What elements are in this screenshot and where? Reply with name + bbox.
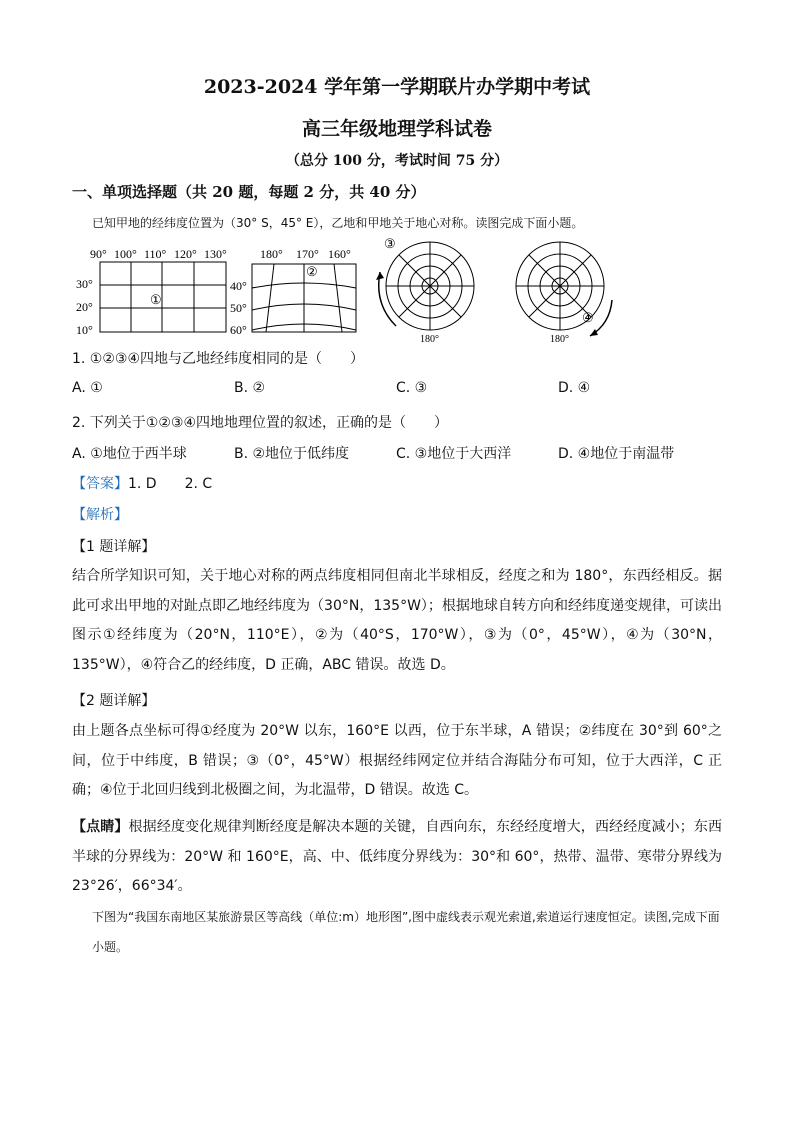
fig4-bottom-label: 180° bbox=[550, 334, 569, 344]
fig2-top-label: 170° bbox=[296, 247, 319, 261]
fig1-marker: ① bbox=[150, 292, 162, 307]
tip-block bbox=[72, 813, 722, 902]
q1-option-d: D. ④ bbox=[558, 380, 591, 396]
figure-3-polar bbox=[376, 238, 474, 344]
fig4-marker: ④ bbox=[582, 310, 594, 325]
tip-text: 根据经度变化规律判断经度是解决本题的关键，自西向东，东经经度增大，西经经度减小；东西半球的分界线为：20°W 和 160°E，高、中、低纬度分界线为：30°和 60°，热带、温带、寒带分界线为 23°26′，66°34′。 bbox=[72, 819, 723, 894]
fig1-left-label: 30° bbox=[76, 277, 93, 291]
fig3-bottom-label: 180° bbox=[420, 334, 439, 344]
fig2-left-label: 50° bbox=[230, 301, 247, 315]
answer-tag: 【答案】 bbox=[72, 476, 128, 492]
fig2-top-label: 160° bbox=[328, 247, 351, 261]
q2-stem: 2. 下列关于①②③④四地地理位置的叙述，正确的是（ ） bbox=[72, 415, 449, 431]
analysis-tag: 【解析】 bbox=[72, 507, 128, 523]
q2-option-b: B. ②地位于低纬度 bbox=[234, 446, 350, 462]
section-heading: 一、单项选择题（共 20 题，每题 2 分，共 40 分） bbox=[72, 183, 426, 201]
fig1-top-label: 110° bbox=[144, 247, 167, 261]
answer-text: 1. D 2. C bbox=[128, 476, 213, 492]
fig1-top-label: 120° bbox=[174, 247, 197, 261]
figure-4-polar bbox=[516, 242, 612, 344]
question-intro: 已知甲地的经纬度位置为（30° S，45° E），乙地和甲地关于地心对称。读图完成下面小题。 bbox=[92, 216, 584, 230]
fig1-left-label: 20° bbox=[76, 300, 93, 314]
q2-option-a: A. ①地位于西半球 bbox=[72, 446, 187, 462]
fig1-top-label: 130° bbox=[204, 247, 227, 261]
fig3-marker: ③ bbox=[384, 238, 396, 251]
q1-option-c: C. ③ bbox=[396, 380, 428, 396]
q2-option-c: C. ③地位于大西洋 bbox=[396, 446, 512, 462]
fig2-left-label: 60° bbox=[230, 323, 247, 337]
fig1-top-label: 90° bbox=[90, 247, 107, 261]
exam-title: 2023-2024 学年第一学期联片办学期中考试 bbox=[203, 76, 591, 98]
q1-stem: 1. ①②③④四地与乙地经纬度相同的是（ ） bbox=[72, 351, 365, 367]
figures bbox=[70, 238, 630, 344]
figure-1-grid bbox=[76, 247, 227, 337]
exam-info: （总分 100 分，考试时间 75 分） bbox=[285, 153, 509, 169]
tip-tag: 【点睛】 bbox=[72, 819, 129, 835]
exam-subtitle: 高三年级地理学科试卷 bbox=[301, 118, 492, 140]
q1-option-b: B. ② bbox=[234, 380, 266, 396]
fig1-top-label: 100° bbox=[114, 247, 137, 261]
next-question-intro: 下图为“我国东南地区某旅游景区等高线（单位:m）地形图”,图中虚线表示观光索道,索道运行速度恒定。读图,完成下面小题。 bbox=[92, 910, 720, 954]
detail2-text: 由上题各点坐标可得①经度为 20°W 以东，160°E 以西，位于东半球，A 错误；②纬度在 30°到 60°之间，位于中纬度，B 错误；③（0°，45°W）根据经纬网定位并结合海陆分布可知，位于大西洋，C 正确；④位于北回归线到北极圈之间，为北温带，D 错误。故选 C。 bbox=[72, 723, 722, 798]
fig2-left-label: 40° bbox=[230, 279, 247, 293]
fig1-left-label: 10° bbox=[76, 323, 93, 337]
fig2-marker: ② bbox=[306, 264, 318, 279]
fig2-top-label: 180° bbox=[260, 247, 283, 261]
detail1-text: 结合所学知识可知，关于地心对称的两点纬度相同但南北半球相反，经度之和为 180°，东西经相反。据此可求出甲地的对趾点即乙地经纬度为（30°N，135°W）；根据地球自转方向和经纬度递变规律，可读出图示①经纬度为（20°N，110°E），②为（40°S，170°W），③为（0°，45°W），④为（30°N，135°W），④符合乙的经纬度，D 正确，ABC 错误。故选 D。 bbox=[72, 568, 722, 673]
q1-option-a: A. ① bbox=[72, 380, 103, 396]
detail1-tag: 【1 题详解】 bbox=[72, 539, 156, 555]
answer-line bbox=[72, 473, 212, 493]
figure-2-grid bbox=[230, 247, 356, 337]
detail2-tag: 【2 题详解】 bbox=[72, 693, 156, 709]
q2-option-d: D. ④地位于南温带 bbox=[558, 446, 675, 462]
